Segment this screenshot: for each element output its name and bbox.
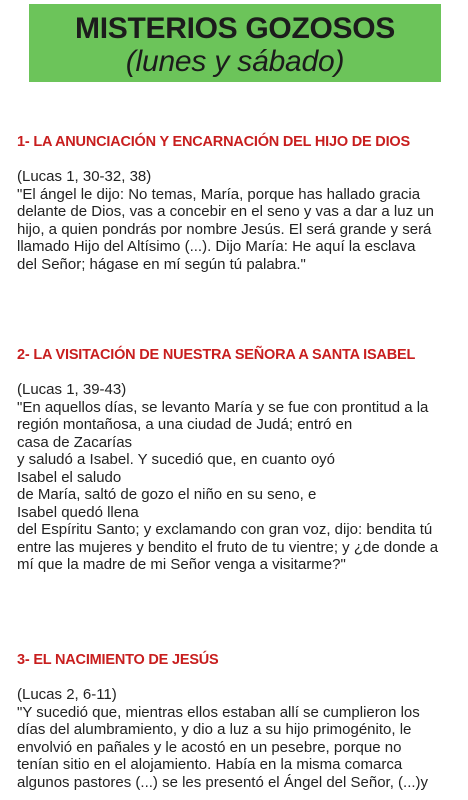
mystery-reference: (Lucas 2, 6-11): [17, 686, 117, 703]
mystery-reference: (Lucas 1, 39-43): [17, 381, 127, 398]
mystery-text: "En aquellos días, se levanto María y se fue con prontitud a la región montañosa, a una ciudad de Judá; entró en casa de Zacarías y saludó a Isabel. Y sucedió que, en cuanto oyó Isabel el saludo de María, saltó de gozo el niño en su seno, e Isabel quedó llena del Espíritu Santo; y exclamando con gran voz, dijo: bendita tú entre las mujeres y bendito el fruto de tu vientre; y ¿de donde a mí que la madre de mi Señor venga a visitarme?": [17, 398, 439, 573]
mystery-text: "Y sucedió que, mientras ellos estaban allí se cumplieron los días del alumbramiento, y dio a luz a su hijo primogénito, le envolvió en pañales y le acostó en un pesebre, porque no tenían sitio en el alojamiento. Había en la misma comarca algunos pastores (...) se les presentó el Ángel del Señor, (...)y: [17, 703, 429, 791]
mystery-title: 1- LA ANUNCIACIÓN Y ENCARNACIÓN DEL HIJO DE DIOS: [17, 134, 410, 150]
mystery-section-1: [17, 133, 457, 273]
page-title: MISTERIOS GOZOSOS: [75, 12, 395, 45]
mystery-title: 2- LA VISITACIÓN DE NUESTRA SEÑORA A SANTA ISABEL: [17, 347, 416, 363]
mystery-section-3: [17, 651, 457, 791]
mystery-text: "El ángel le dijo: No temas, María, porque has hallado gracia delante de Dios, vas a concebir en el seno y vas a dar a luz un hijo, a quien pondrás por nombre Jesús. El será grande y será llamado Hijo del Altísimo (...). Dijo María: He aquí la esclava del Señor; hágase en mí según tú palabra.": [17, 185, 434, 273]
mystery-reference: (Lucas 1, 30-32, 38): [17, 168, 152, 185]
header-banner: [29, 4, 441, 82]
mystery-title: 3- EL NACIMIENTO DE JESÚS: [17, 652, 219, 668]
mystery-section-2: [17, 346, 457, 574]
page-subtitle: (lunes y sábado): [125, 45, 345, 78]
